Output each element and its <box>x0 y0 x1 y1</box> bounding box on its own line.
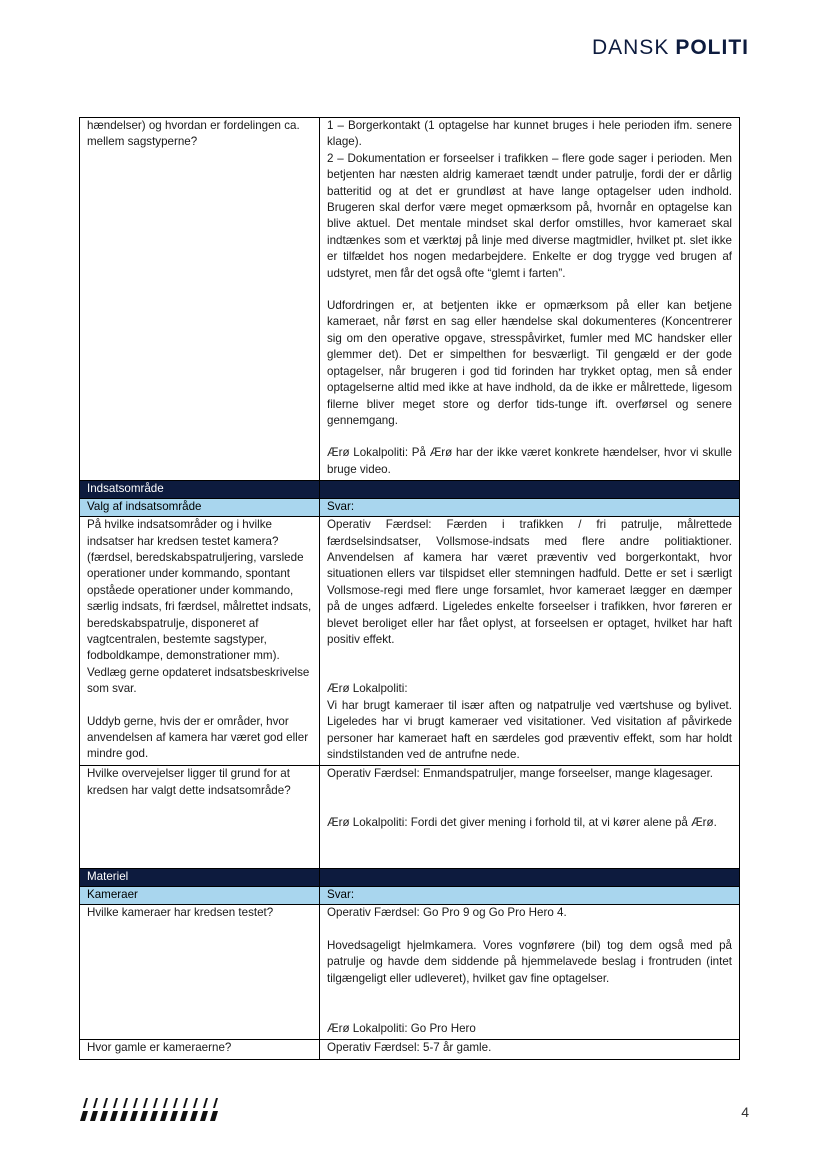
answer-paragraph: Operativ Færdsel: Enmandspatruljer, mange forseelser, mange klagesager. <box>327 767 714 781</box>
question-cell <box>80 118 320 481</box>
page-number: 4 <box>741 1104 749 1120</box>
subsection-header-row <box>80 887 740 905</box>
table-row <box>80 517 740 766</box>
answer-label: Svar: <box>320 499 740 517</box>
question-text: Uddyb gerne, hvis der er områder, hvor anvendelsen af kamera har været god eller mindre god. <box>87 714 309 761</box>
question-text: hændelser) og hvordan er fordelingen ca. mellem sagstyperne? <box>87 119 300 149</box>
answer-cell <box>320 905 740 1040</box>
subsection-header-row <box>80 499 740 517</box>
answer-paragraph: Ærø Lokalpoliti: På Ærø har der ikke været konkrete hændelser, hvor vi skulle bruge video. <box>327 446 732 476</box>
answer-paragraph: 1 – Borgerkontakt (1 optagelse har kunnet bruges i hele perioden ifm. senere klage). 2 – Dokumentation er forseelser i trafikken – flere gode sager i perioden. Men betjenten har næsten aldrig kameraet tændt under patrulje, fordi der er dårlig batteritid og at det er grundløst at have lange optagelser uden indhold. Brugeren skal derfor være meget opmærksom på, hvornår en optagelse kan blive aktuel. Det mentale mindset skal derfor omstilles, hvor kameraet skal indtænkes som et værktøj på linje med diverse magtmidler, hvilket pt. slet ikke er tilfældet hos nogen medarbejdere. Enkelte er dog trygge ved brugen af udstyret, men får det også ofte “glemt i farten”. <box>327 119 732 280</box>
question-text: Hvor gamle er kameraerne? <box>87 1041 232 1055</box>
answer-cell <box>320 118 740 481</box>
subsection-title: Valg af indsatsområde <box>80 499 320 517</box>
thin-slash-row <box>83 1098 218 1108</box>
answer-paragraph: Hovedsageligt hjelmkamera. Vores vognførere (bil) tog dem også med på patrulje og havde dem siddende på hjemmelavede beslag i frontruden (intet tilgængeligt eller udleveret), hvilket gav fine optagelser. <box>327 938 732 985</box>
question-cell <box>80 766 320 869</box>
thick-slash-row <box>80 1111 218 1121</box>
answer-paragraph: Ærø Lokalpoliti: Fordi det giver mening i forhold til, at vi kører alene på Ærø. <box>327 815 717 829</box>
question-text: Hvilke overvejelser ligger til grund for at kredsen har valgt dette indsatsområde? <box>87 767 291 797</box>
question-cell <box>80 1040 320 1059</box>
questionnaire-table <box>79 117 740 1060</box>
police-stripes-icon <box>80 1097 220 1123</box>
answer-cell <box>320 1040 740 1059</box>
table-row <box>80 118 740 481</box>
logo-text-politi: POLITI <box>675 36 749 59</box>
section-header-row <box>80 481 740 499</box>
logo-text-dansk: DANSK <box>591 36 670 59</box>
answer-cell <box>320 517 740 766</box>
answer-paragraph: Ærø Lokalpoliti: Go Pro Hero <box>327 1022 476 1036</box>
answer-cell <box>320 766 740 869</box>
question-cell <box>80 517 320 766</box>
answer-paragraph: Ærø Lokalpoliti: Vi har brugt kameraer til især aften og natpatrulje ved værtshuse og bylivet. Ligeledes har vi brugt kameraer ved visitationer. Ved visitation af påvirkede personer har kameraet haft en særdeles god præventiv effekt, som har holdt sindstilstanden ved de antrufne nede. <box>327 682 732 761</box>
question-text: Hvilke kameraer har kredsen testet? <box>87 906 274 920</box>
answer-paragraph: Udfordringen er, at betjenten ikke er opmærksom på eller kan betjene kameraet, når først en sag eller hændelse skal dokumenteres (Koncentrerer sig om den operative opgave, stresspåvirket, fumler med MC handsker eller glemmer det). Det er simpelthen for besværligt. Til gengæld er der gode optagelser, når brugeren i god tid forinden har trykket optag, men så ender optagelserne altid med ikke at have indhold, da de ikke er målrettede, ligesom filerne bliver meget store og derfor tids-tunge ift. overførsel og senere gennemgang. <box>327 299 732 427</box>
question-text: På hvilke indsatsområder og i hvilke indsatser har kredsen testet kamera? (færdsel, beredskabspatruljering, varslede operationer under kommando, spontant opståede operationer under kommando, særlig indsats, fri færdsel, målrettet indsats, beredskabspatrulje, disponeret af vagtcentralen, bestemte sagstyper, fodboldkampe, demonstrationer mm). Vedlæg gerne opdateret indsatsbeskrivelse som svar. <box>87 518 312 696</box>
table-row <box>80 1040 740 1059</box>
answer-paragraph: Operativ Færdsel: 5-7 år gamle. <box>327 1041 492 1055</box>
answer-paragraph: Operativ Færdsel: Go Pro 9 og Go Pro Hero 4. <box>327 906 567 920</box>
table-row <box>80 766 740 869</box>
section-empty-cell <box>320 481 740 499</box>
table-row <box>80 905 740 1040</box>
section-title: Indsatsområde <box>80 481 320 499</box>
dansk-politi-logo <box>592 36 749 60</box>
answer-label: Svar: <box>320 887 740 905</box>
question-cell <box>80 905 320 1040</box>
answer-paragraph: Operativ Færdsel: Færden i trafikken / fri patrulje, målrettede færdselsindsatser, Vollsmose-indsats med flere andre politiaktioner. Anvendelsen af kamera har været præventiv ved borgerkontakt, hvor situationen ellers var tilspidset eller stemningen hadfuld. Dette er set i særligt Vollsmose-regi med flere unge forsamlet, hvor kameraet lægger en dæmper på de unges adfærd. Ligeledes enkelte forseelser i trafikken, hvor føreren er blevet beroliget eller har fået oplyst, at forseelsen er optaget, hvilket har haft positiv effekt. <box>327 518 732 646</box>
section-empty-cell <box>320 869 740 887</box>
subsection-title: Kameraer <box>80 887 320 905</box>
section-header-row <box>80 869 740 887</box>
section-title: Materiel <box>80 869 320 887</box>
